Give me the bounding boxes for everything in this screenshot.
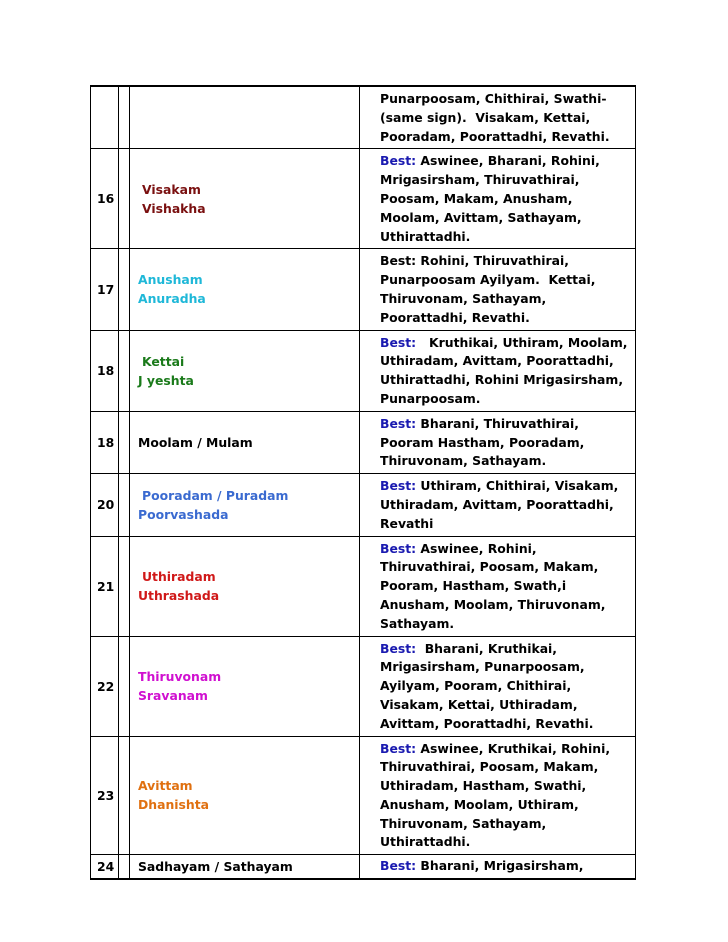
star-name-cell (130, 149, 360, 249)
compatibility-cell (360, 536, 636, 636)
star-name: Anusham (138, 272, 203, 288)
table-row (91, 86, 636, 149)
best-label: Best: (380, 740, 417, 756)
compatibility-text: Bharani, Kruthikai, Mrigasirsham, Punarpoosam, Ayilyam, Pooram, Chithirai, Visakam, Kettai, Uthiradam, Avittam, Poorattadhi, Revathi. (380, 640, 594, 731)
star-name-cell (130, 636, 360, 736)
star-name: Thiruvonam (138, 669, 222, 684)
compatibility-cell (360, 636, 636, 736)
table-row (91, 736, 636, 855)
compatibility-text: Bharani, Mrigasirsham, (416, 858, 584, 874)
star-name: Kettai (142, 353, 185, 369)
compatibility-cell (360, 249, 636, 330)
star-alt-name: Dhanishta (138, 797, 210, 813)
table-row (91, 330, 636, 411)
star-number: 21 (91, 536, 119, 636)
table-row (91, 474, 636, 536)
star-alt-name: Vishakha (142, 200, 206, 216)
table-row (91, 411, 636, 473)
compatibility-text: Aswinee, Kruthikai, Rohini, Thiruvathirai, Poosam, Makam, Uthiradam, Hastham, Swathi, Anusham, Moolam, Uthiram, Thiruvonam, Sathayam, Uthirattadhi. (380, 740, 615, 850)
star-number (91, 86, 119, 149)
star-number: 20 (91, 474, 119, 536)
star-alt-name: Uthrashada (138, 588, 220, 604)
star-name: Sadhayam / Sathayam (138, 859, 293, 875)
compatibility-cell (360, 474, 636, 536)
best-label: Best: (380, 540, 417, 556)
table-row (91, 536, 636, 636)
star-number: 23 (91, 736, 119, 855)
best-label: Best: (380, 478, 417, 494)
compatibility-text: Punarpoosam, Chithirai, Swathi- (same sign). Visakam, Kettai, Pooradam, Poorattadhi, Revathi. (380, 91, 611, 144)
table-row (91, 636, 636, 736)
star-name-cell (130, 249, 360, 330)
star-alt-name: Poorvashada (138, 506, 229, 522)
compatibility-text: Uthiram, Chithirai, Visakam, Uthiradam, Avittam, Poorattadhi, Revathi (380, 478, 623, 531)
compatibility-text: Aswinee, Rohini, Thiruvathirai, Poosam, Makam, Pooram, Hastham, Swath,i Anusham, Moolam, Thiruvonam, Sathayam. (380, 540, 610, 631)
star-name-cell (130, 855, 360, 879)
best-label: Best: (380, 415, 417, 431)
star-name-cell (130, 736, 360, 855)
star-name-cell (130, 536, 360, 636)
star-alt-name: Sravanam (138, 688, 208, 703)
compatibility-cell (360, 149, 636, 249)
star-name-cell (130, 411, 360, 473)
star-number: 17 (91, 249, 119, 330)
star-name: Pooradam / Puradam (142, 487, 289, 503)
compatibility-cell (360, 86, 636, 149)
compatibility-cell (360, 855, 636, 879)
star-number: 22 (91, 636, 119, 736)
best-label: Best: (380, 858, 417, 874)
table-row (91, 249, 636, 330)
compatibility-cell (360, 736, 636, 855)
star-name: Uthiradam (142, 569, 216, 585)
star-alt-name: Anuradha (138, 291, 206, 307)
compatibility-text: Kruthikai, Uthiram, Moolam, Uthiradam, Avittam, Poorattadhi, Uthirattadhi, Rohini Mrigasirsham, Punarpoosam. (380, 334, 632, 406)
star-number: 18 (91, 330, 119, 411)
table-row (91, 855, 636, 879)
star-name: Visakam (142, 181, 201, 197)
compatibility-text: Best: Rohini, Thiruvathirai, Punarpoosam Ayilyam. Kettai, Thiruvonam, Sathayam, Poorattadhi, Revathi. (380, 253, 600, 325)
star-name-cell (130, 474, 360, 536)
star-number: 18 (91, 411, 119, 473)
best-label: Best: (380, 153, 417, 169)
compatibility-cell (360, 330, 636, 411)
compatibility-cell (360, 411, 636, 473)
nakshatra-compatibility-table (90, 85, 636, 880)
compatibility-text: Bharani, Thiruvathirai, Pooram Hastham, Pooradam, Thiruvonam, Sathayam. (380, 415, 589, 469)
star-number: 16 (91, 149, 119, 249)
star-name: Moolam / Mulam (138, 434, 253, 450)
table-row (91, 149, 636, 249)
star-number: 24 (91, 855, 119, 879)
compatibility-text: Aswinee, Bharani, Rohini, Mrigasirsham, Thiruvathirai, Poosam, Makam, Anusham, Moolam, Avittam, Sathayam, Uthirattadhi. (380, 153, 605, 244)
best-label: Best: (380, 640, 417, 656)
best-label: Best: (380, 334, 417, 350)
star-alt-name: J yeshta (138, 372, 194, 388)
star-name-cell (130, 330, 360, 411)
star-name-cell (130, 86, 360, 149)
star-name: Avittam (138, 778, 193, 794)
